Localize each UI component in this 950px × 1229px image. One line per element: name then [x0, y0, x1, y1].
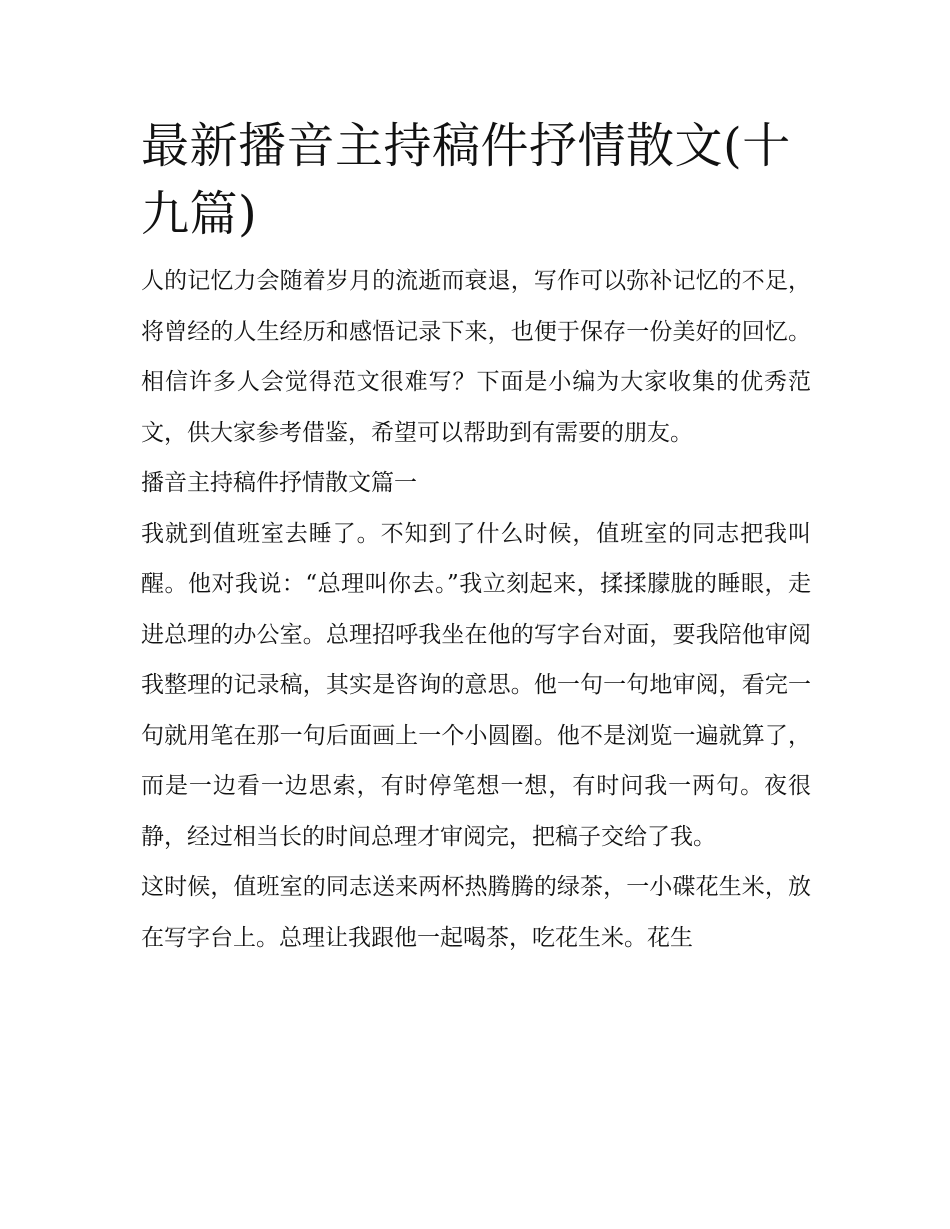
section-heading: 播音主持稿件抒情散文篇一 — [141, 470, 417, 496]
document-title: 最新播音主持稿件抒情散文(十九篇) — [141, 118, 791, 242]
body-paragraph-1: 我就到值班室去睡了。不知到了什么时候，值班室的同志把我叫醒。他对我说：“总理叫你去。”我立刻起来，揉揉朦胧的睡眼，走进总理的办公室。总理招呼我坐在他的写字台对面，要我陪他审阅我整理的记录稿，其实是咨询的意思。他一句一句地审阅，看完一句就用笔在那一句后面画上一个小圆圈。他不是浏览一遍就算了，而是一边看一边思索，有时停笔想一想，有时问我一两句。夜很静，经过相当长的时间总理才审阅完，把稿子交给了我。 — [141, 520, 811, 850]
intro-paragraph: 人的记忆力会随着岁月的流逝而衰退，写作可以弥补记忆的不足，将曾经的人生经历和感悟记录下来，也便于保存一份美好的回忆。相信许多人会觉得范文很难写？下面是小编为大家收集的优秀范文，供大家参考借鉴，希望可以帮助到有需要的朋友。 — [141, 268, 811, 446]
document-page — [141, 112, 811, 963]
body-paragraph-2: 这时候，值班室的同志送来两杯热腾腾的绿茶，一小碟花生米，放在写字台上。总理让我跟他一起喝茶，吃花生米。花生 — [141, 874, 811, 951]
